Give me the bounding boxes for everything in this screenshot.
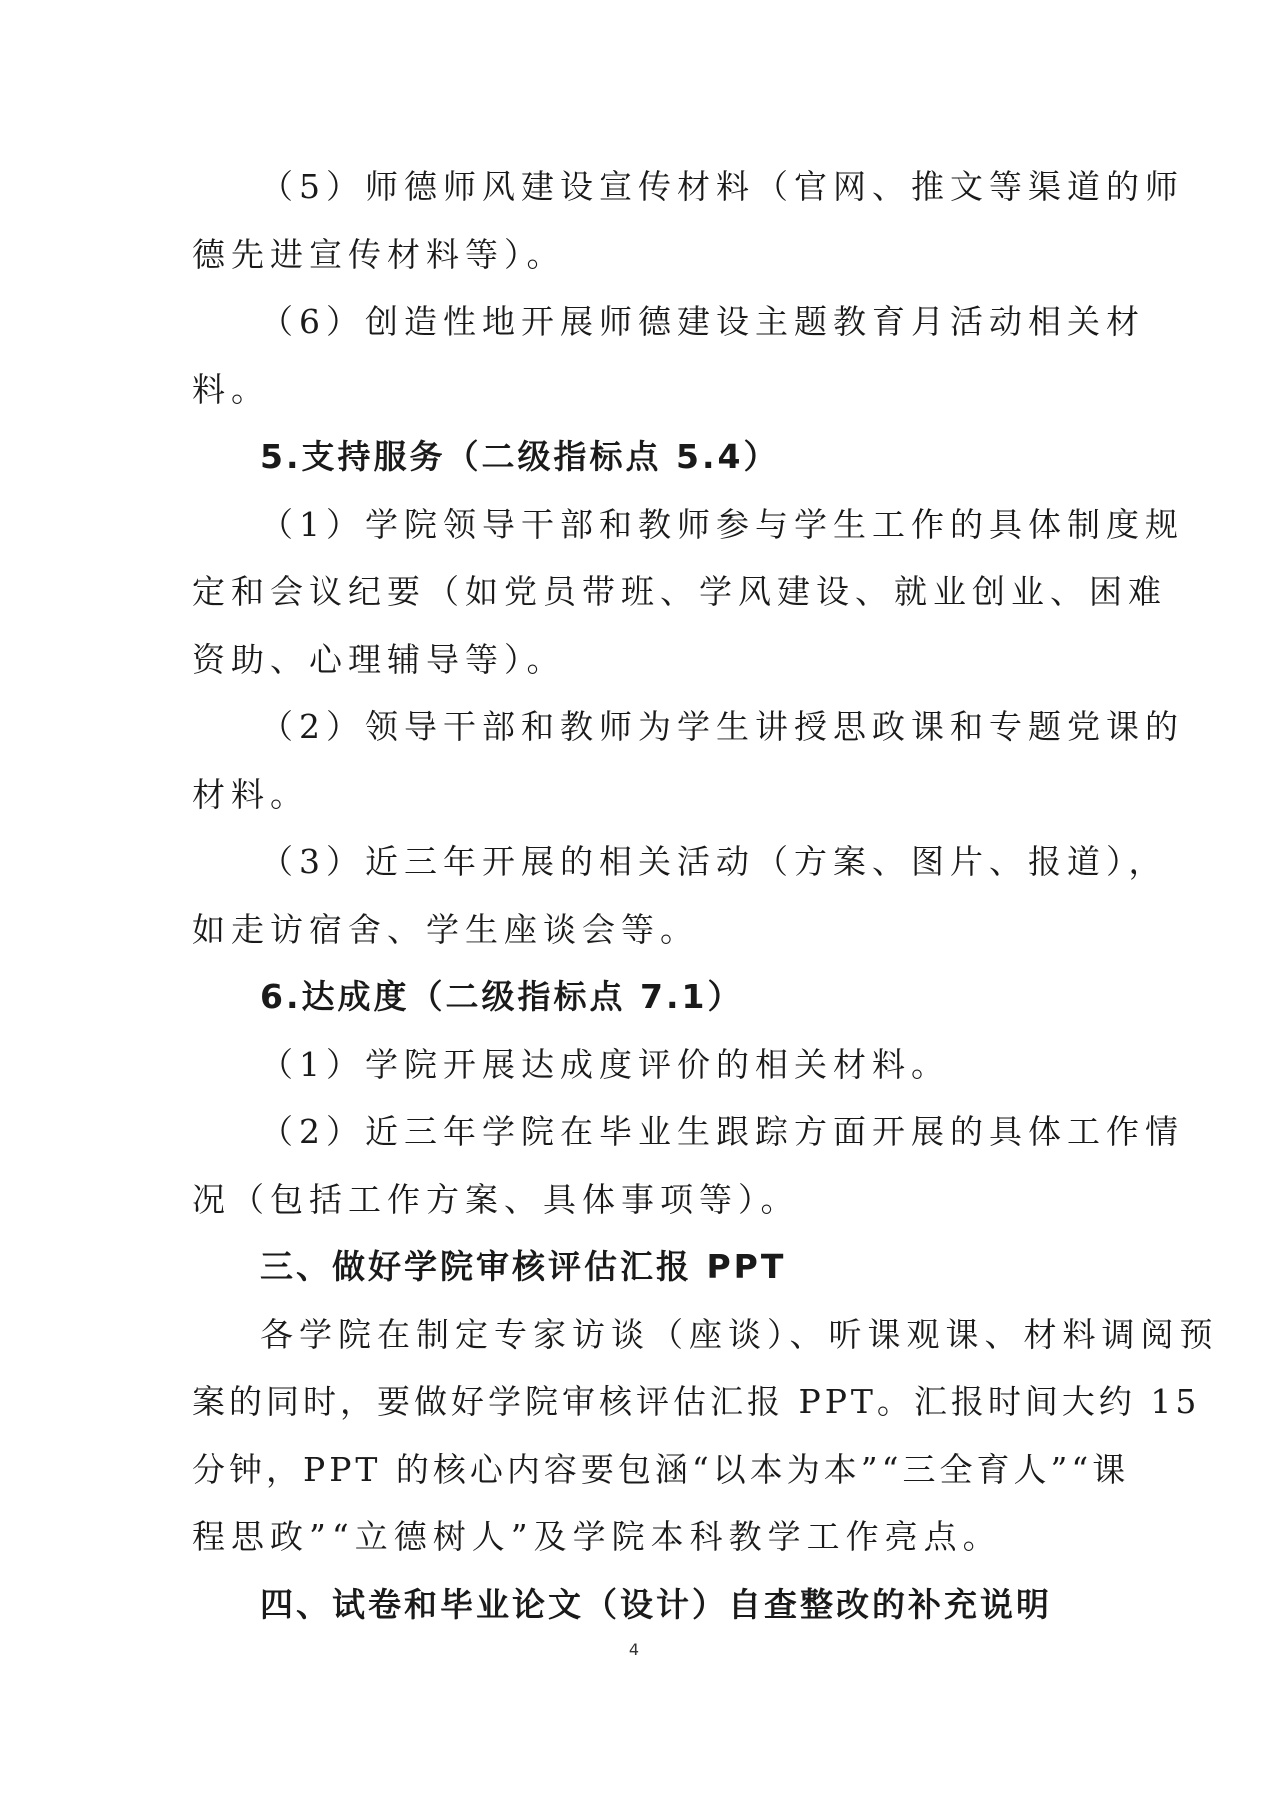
section-heading-support-service: 5.支持服务（二级指标点 5.4） [260, 437, 780, 476]
support-item-3-line-1: （3）近三年开展的相关活动（方案、图片、报道）， [260, 842, 1168, 881]
item-6-line-2: 料。 [192, 370, 270, 409]
support-item-3-line-2: 如走访宿舍、学生座谈会等。 [192, 910, 699, 949]
item-5-line-1: （5）师德师风建设宣传材料（官网、推文等渠道的师 [260, 167, 1184, 206]
support-item-2-line-2: 材料。 [192, 775, 309, 814]
item-5-line-2: 德先进宣传材料等）。 [192, 235, 566, 274]
support-item-1-line-1: （1）学院领导干部和教师参与学生工作的具体制度规 [260, 505, 1184, 544]
ppt-paragraph-line-4: 程思政”“立德树人”及学院本科教学工作亮点。 [192, 1517, 1002, 1556]
ppt-paragraph-line-3: 分钟，PPT 的核心内容要包涵“以本为本”“三全育人”“课 [192, 1450, 1130, 1489]
ppt-paragraph-line-1: 各学院在制定专家访谈（座谈）、听课观课、材料调阅预 [260, 1315, 1219, 1354]
page-number: 4 [628, 1640, 640, 1659]
support-item-1-line-2: 定和会议纪要（如党员带班、学风建设、就业创业、困难 [192, 572, 1167, 611]
support-item-1-line-3: 资助、心理辅导等）。 [192, 640, 566, 679]
achievement-item-2-line-2: 况（包括工作方案、具体事项等）。 [192, 1180, 800, 1219]
support-item-2-line-1: （2）领导干部和教师为学生讲授思政课和专题党课的 [260, 707, 1184, 746]
achievement-item-1: （1）学院开展达成度评价的相关材料。 [260, 1045, 950, 1084]
achievement-item-2-line-1: （2）近三年学院在毕业生跟踪方面开展的具体工作情 [260, 1112, 1184, 1151]
ppt-paragraph-line-2: 案的同时，要做好学院审核评估汇报 PPT。汇报时间大约 15 [192, 1382, 1201, 1421]
section-heading-achievement: 6.达成度（二级指标点 7.1） [260, 977, 744, 1016]
section-heading-ppt: 三、做好学院审核评估汇报 PPT [260, 1247, 787, 1286]
item-6-line-1: （6）创造性地开展师德建设主题教育月活动相关材 [260, 302, 1145, 341]
section-heading-exam-thesis: 四、试卷和毕业论文（设计）自查整改的补充说明 [260, 1585, 1052, 1624]
